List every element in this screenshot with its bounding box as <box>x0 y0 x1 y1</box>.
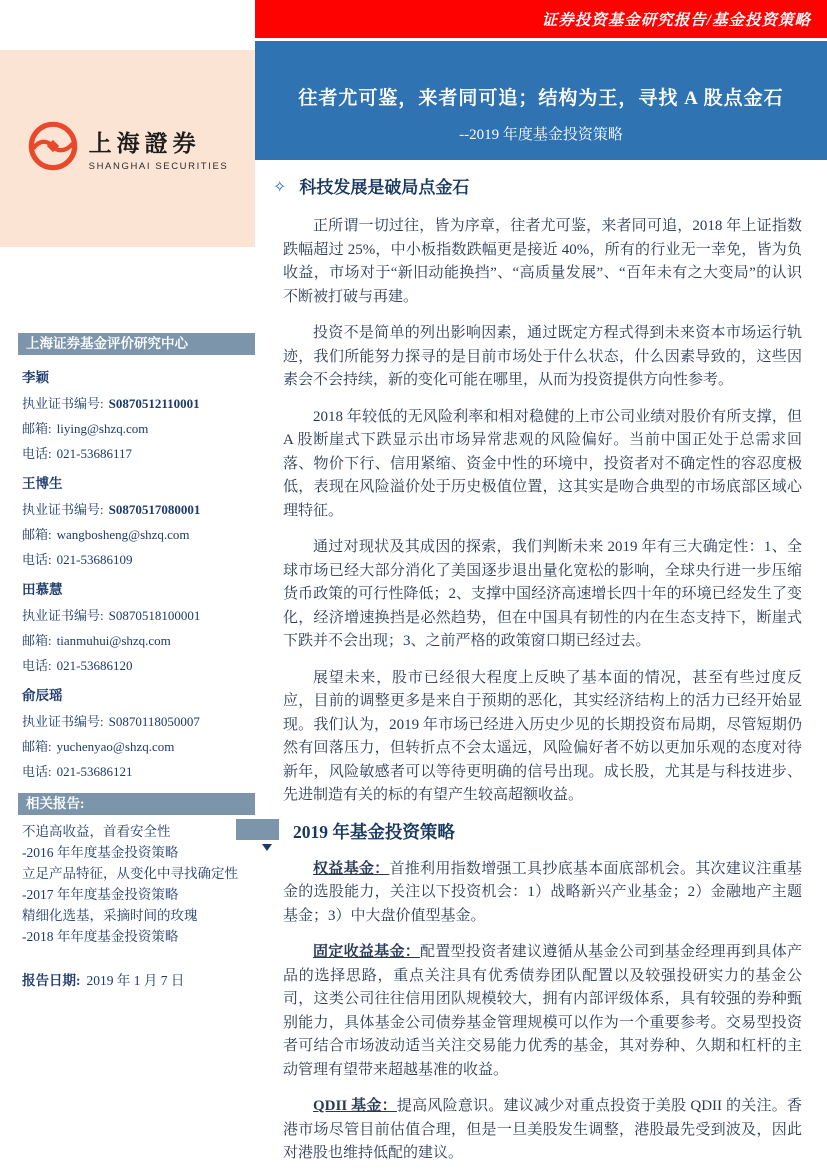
analyst-phone: 021-53686121 <box>56 764 133 779</box>
analyst-phone-row: 电话: 021-53686120 <box>22 658 133 673</box>
body-paragraph: 正所谓一切过往，皆为序章，往者尤可鉴，来者同可追，2018 年上证指数跌幅超过 25%，中小板指数跌幅更是接近 40%，所有的行业无一幸免，皆为负收益，市场对于“新旧动能换挡”、“高质量发展”、“百年未有之大变局”的认识不断被打破与再建。 <box>283 218 802 305</box>
report-date-row <box>22 969 255 989</box>
section-heading-text: 科技发展是破局点金石 <box>299 178 470 197</box>
analyst-phone-row: 电话: 021-53686121 <box>22 764 133 779</box>
research-center-title-bar: 上海证券基金评价研究中心 <box>18 333 255 355</box>
report-date-value: 2019 年 1 月 7 日 <box>86 973 185 988</box>
main-content <box>273 176 812 1169</box>
analyst-cert-no: S0870512110001 <box>108 396 200 411</box>
analyst-cert-no: S0870518100001 <box>108 608 201 623</box>
analyst-phone: 021-53686117 <box>56 446 132 461</box>
analyst-phone-row: 电话: 021-53686109 <box>22 552 133 567</box>
publisher-name-cn: 上海證券 <box>88 131 201 156</box>
analyst-name: 俞辰瑶 <box>22 688 63 703</box>
analyst-entry <box>22 684 255 779</box>
related-report-item: 精细化选基，采摘时间的玫瑰 <box>22 908 198 923</box>
body-paragraph: 投资不是简单的列出影响因素，通过既定方程式得到未来资本市场运行轨迹，我们所能努力探寻的是目前市场处于什么状态，什么因素导致的，这些因素会不会持续，新的变化可能在哪里，从而为投资提供方向性参考。 <box>283 325 802 388</box>
publisher-logo-block <box>0 50 255 247</box>
related-report-item: -2017 年年度基金投资策略 <box>22 887 179 902</box>
strategy-paragraph-qdii <box>283 1095 802 1166</box>
related-report-item: 不追高收益，首看安全性 <box>22 824 171 839</box>
strategy-lead: 权益基金： <box>313 860 390 877</box>
analyst-email: liying@shzq.com <box>56 421 149 436</box>
section-heading-tech <box>273 176 812 200</box>
strategy-text: 提高风险意识。建议减少对重点投资于美股 QDII 的关注。香港市场尽管目前估值合理，但是一旦美股发生调整，港股最先受到波及，因此对港股也维持低配的建议。 <box>283 1098 802 1161</box>
publisher-name-en: SHANGHAI SECURITIES <box>88 161 229 172</box>
analyst-cert-row: 执业证书编号: S0870518100001 <box>22 608 201 623</box>
report-category-banner <box>255 0 827 38</box>
related-report-item: 立足产品特征，从变化中寻找确定性 <box>22 866 238 881</box>
strategy-paragraph-equity <box>283 858 802 929</box>
analyst-cert-no: S0870517080001 <box>108 502 201 517</box>
analyst-email: tianmuhui@shzq.com <box>56 633 171 648</box>
analyst-entry <box>22 472 255 567</box>
analyst-phone: 021-53686109 <box>56 552 133 567</box>
body-paragraph: 通过对现状及其成因的探索，我们判断未来 2019 年有三大确定性：1、全球市场已经大部分消化了美国逐步退出量化宽松的影响，全球央行进一步压缩货币政策的可行性降低；2、支撑中国经济高速增长四十年的环境已经发生了变化，经济增速换挡是必然趋势，但在中国具有韧性的内在生态支持下，断崖式下跌并不会出现；3、之前严格的政策窗口期已经过去。 <box>283 539 802 649</box>
analyst-name: 李颖 <box>22 370 49 385</box>
strategy-lead: QDII 基金： <box>313 1098 397 1114</box>
heading-decor-rectangle <box>236 819 279 840</box>
analyst-cert-row: 执业证书编号: S0870118050007 <box>22 714 200 729</box>
analyst-cert-no: S0870118050007 <box>108 714 200 729</box>
strategy-text: 配置型投资者建议遵循从基金公司到基金经理再到具体产品的选择思路，重点关注具有优秀债券团队配置以及较强投研实力的基金公司，这类公司往往信用团队规模较大，拥有内部评级体系，具有较强的券种甄别能力，具体基金公司债券基金管理规模可以作为一个重要参考。交易型投资者可结合市场波动适当关注交易能力优秀的基金，其对券种、久期和杠杆的主动管理有望带来超越基准的收益。 <box>283 944 802 1078</box>
strategy-text: 首推利用指数增强工具抄底基本面底部机会。其次建议注重基金的选股能力，关注以下投资机会：1）战略新兴产业基金；2）金融地产主题基金；3）中大盘价值型基金。 <box>283 860 802 924</box>
analyst-email-row: 邮箱: liying@shzq.com <box>22 421 149 436</box>
related-reports-title-bar: 相关报告: <box>18 793 255 815</box>
publisher-logo <box>27 120 229 177</box>
analyst-email: wangbosheng@shzq.com <box>56 527 190 542</box>
report-category-label: 证券投资基金研究报告/基金投资策略 <box>541 12 811 29</box>
report-date-label: 报告日期: <box>22 973 81 988</box>
analyst-phone-row: 电话: 021-53686117 <box>22 446 132 461</box>
body-paragraph: 2018 年较低的无风险利率和相对稳健的上市公司业绩对股价有所支撑，但 A 股断崖式下跌显示出市场异常悲观的风险偏好。当前中国正处于总需求回落、物价下行、信用紧缩、资金中性的环境中，投资者对不确定性的容忍度极低，表现在风险溢价处于历史极值位置，这其实是吻合典型的市场底部区域心理特征。 <box>283 408 802 519</box>
related-reports-list <box>22 821 255 947</box>
analyst-email-row: 邮箱: yuchenyao@shzq.com <box>22 739 175 754</box>
analyst-entry <box>22 366 255 461</box>
analyst-name: 王博生 <box>22 476 63 491</box>
shanghai-securities-logo-icon <box>27 120 79 177</box>
sidebar <box>18 333 255 989</box>
strategy-paragraph-fixed-income <box>283 941 802 1082</box>
four-pointed-star-icon: ✧ <box>273 179 287 196</box>
body-paragraph: 展望未来，股市已经很大程度上反映了基本面的情况，甚至有些过度反应，目前的调整更多是来自于预期的恶化，其实经济结构上的活力已经开始显现。我们认为，2019 年市场已经进入历史少见的长期投资布局期，尽管短期仍然有回落压力，但转折点不会太遥远，风险偏好者不妨以更加乐观的态度对待新年，风险敏感者可以等待更明确的信号出现。成长股，尤其是与科技进步、先进制造有关的标的有望产生较高超额收益。 <box>283 669 802 803</box>
analyst-email: yuchenyao@shzq.com <box>56 739 175 754</box>
analyst-cert-row: 执业证书编号: S0870512110001 <box>22 396 200 411</box>
analyst-email-row: 邮箱: wangbosheng@shzq.com <box>22 527 190 542</box>
report-subtitle: --2019 年度基金投资策略 <box>459 127 623 143</box>
section-heading-strategy <box>293 821 812 843</box>
report-title: 往者尤可鉴，来者同可追；结构为王，寻找 A 股点金石 <box>298 88 784 109</box>
analyst-entry <box>22 578 255 673</box>
analyst-phone: 021-53686120 <box>56 658 133 673</box>
heading-decor-triangle-icon <box>262 844 272 851</box>
report-title-band <box>255 41 827 160</box>
strategy-lead: 固定收益基金： <box>313 944 421 960</box>
related-report-item: -2018 年年度基金投资策略 <box>22 929 179 944</box>
related-report-item: -2016 年年度基金投资策略 <box>22 845 179 860</box>
section-heading-text: 2019 年基金投资策略 <box>293 821 455 842</box>
analyst-name: 田慕慧 <box>22 582 63 597</box>
analyst-cert-row: 执业证书编号: S0870517080001 <box>22 502 201 517</box>
analyst-email-row: 邮箱: tianmuhui@shzq.com <box>22 633 171 648</box>
